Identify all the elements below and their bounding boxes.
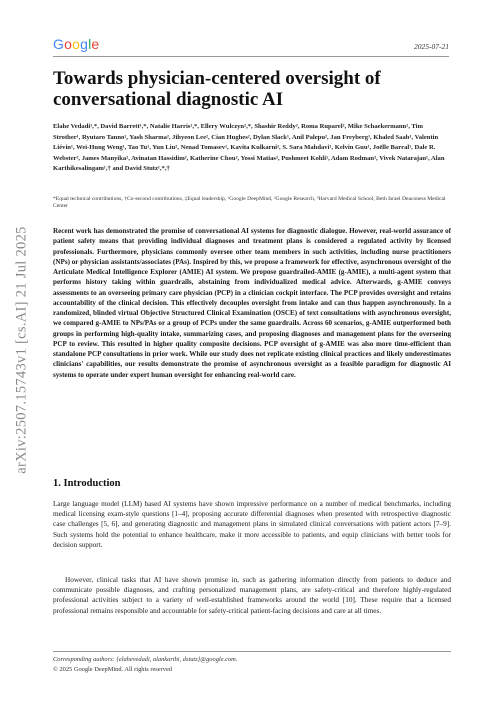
affiliations: *Equal technical contributions, †Co-second contributions, ‡Equal leadership, ¹Google DeepMind, ²Google Research, ³Harvard Medical School, Beth Israel Deaconess Medical Center (53, 196, 446, 210)
author-list: Elahe Vedadi¹,*, David Barrett¹,*, Natalie Harris²,*, Ellery Wulczyn²,*, Shashir Reddy², Roma Ruparel², Mike Schaekermann², Tim Strother¹, Ryutaro Tanno¹, Yash Sharma², Jihyeon Lee², Cían Hughes², Dylan Slack¹, Anil Palepu², Jan Freyberg¹, Khaled Saab¹, Valentin Liévin¹, Wei-Hung Weng¹, Tao Tu¹, Yun Liu², Nenad Tomasev¹, Kavita Kulkarni², S. Sara Mahdavi¹, Kelvin Guu¹, Joëlle Barral¹, Dale R. Webster², James Manyika², Avinatan Hassidim², Katherine Chou², Yossi Matias², Pushmeet Kohli¹, Adam Rodman³, Vivek Natarajan¹, Alan Karthikesalingam¹,† and David Stutz¹,*,† (53, 123, 445, 173)
publication-date: 2025-07-21 (414, 42, 449, 51)
arxiv-stamp (6, 200, 38, 500)
logo-letter: l (88, 36, 92, 52)
abstract: Recent work has demonstrated the promise of conversational AI systems for diagnostic dialogue. However, real-world assurance of patient safety means that providing individual diagnoses and treatment plans is considered a regulated activity by licensed professionals. Furthermore, physicians commonly oversee other team members in such activities, including nurse practitioners (NPs) or physician assistants/associates (PAs). Inspired by this, we propose a framework for effective, asynchronous oversight of the Articulate Medical Intelligence Explorer (AMIE) AI system. We propose guardrailed-AMIE (g-AMIE), a multi-agent system that performs history taking within guardrails, abstaining from individualized medical advice. Afterwards, g-AMIE conveys assessments to an overseeing primary care physician (PCP) in a clinician cockpit interface. The PCP provides oversight and retains accountability of the clinical decision. This effectively decouples oversight from intake and can thus happen asynchronously. In a randomized, blinded virtual Objective Structured Clinical Examination (OSCE) of text consultations with asynchronous oversight, we compared g-AMIE to NPs/PAs or a group of PCPs under the same guardrails. Across 60 scenarios, g-AMIE outperformed both groups in performing high-quality intake, summarizing cases, and proposing diagnoses and management plans for the overseeing PCP to review. This resulted in higher quality composite decisions. PCP oversight of g-AMIE was also more time-efficient than standalone PCP consultations in prior work. While our study does not replicate existing clinical practices and likely underestimates clinicians' capabilities, our results demonstrate the promise of asynchronous oversight as a feasible paradigm for diagnostic AI systems to operate under expert human oversight for enhancing real-world care. (53, 227, 451, 379)
footer-divider (53, 651, 451, 652)
logo-letter: e (91, 36, 100, 52)
logo-letter: g (80, 36, 89, 52)
google-logo (53, 36, 99, 52)
paper-title: Towards physician-centered oversight of conversational diagnostic AI (53, 68, 381, 110)
header-divider (53, 56, 449, 57)
logo-letter: o (64, 36, 73, 52)
section-heading: 1. Introduction (53, 478, 121, 489)
intro-paragraph-2: However, clinical tasks that AI have shown promise in, such as gathering information directly from patients to deduce and communicate possible diagnoses, and crafting personalized management plans, are safety-critical and therefore highly-regulated professional activities subject to a variety of well-established frameworks around the world [10]. These require that a licensed professional remains responsible and accountable for safety-critical patient-facing decisions and care at all times. (53, 576, 451, 615)
intro-paragraph-1: Large language model (LLM) based AI systems have shown impressive performance on a number of medical benchmarks, including medical licensing exam-style questions [1–4], proposing accurate differential diagnoses when presented with retrospective diagnostic case challenges [5, 6], and generating diagnostic and management plans in simulated clinical conversations with patient actors [7–9]. Such systems hold the potential to enhance healthcare, make it more accessible to patients, and equip clinicians with better tools for decision support. (53, 500, 451, 549)
logo-letter: o (72, 36, 81, 52)
arxiv-id: arXiv:2507.15743v1 [cs.AI] 21 Jul 2025 (13, 226, 30, 474)
logo-letter: G (53, 36, 65, 52)
corresponding-authors: Corresponding authors: {elahevedadi, alankarthi, dstutz}@google.com. (53, 656, 238, 663)
copyright-notice: © 2025 Google DeepMind. All rights reserved (53, 666, 172, 673)
